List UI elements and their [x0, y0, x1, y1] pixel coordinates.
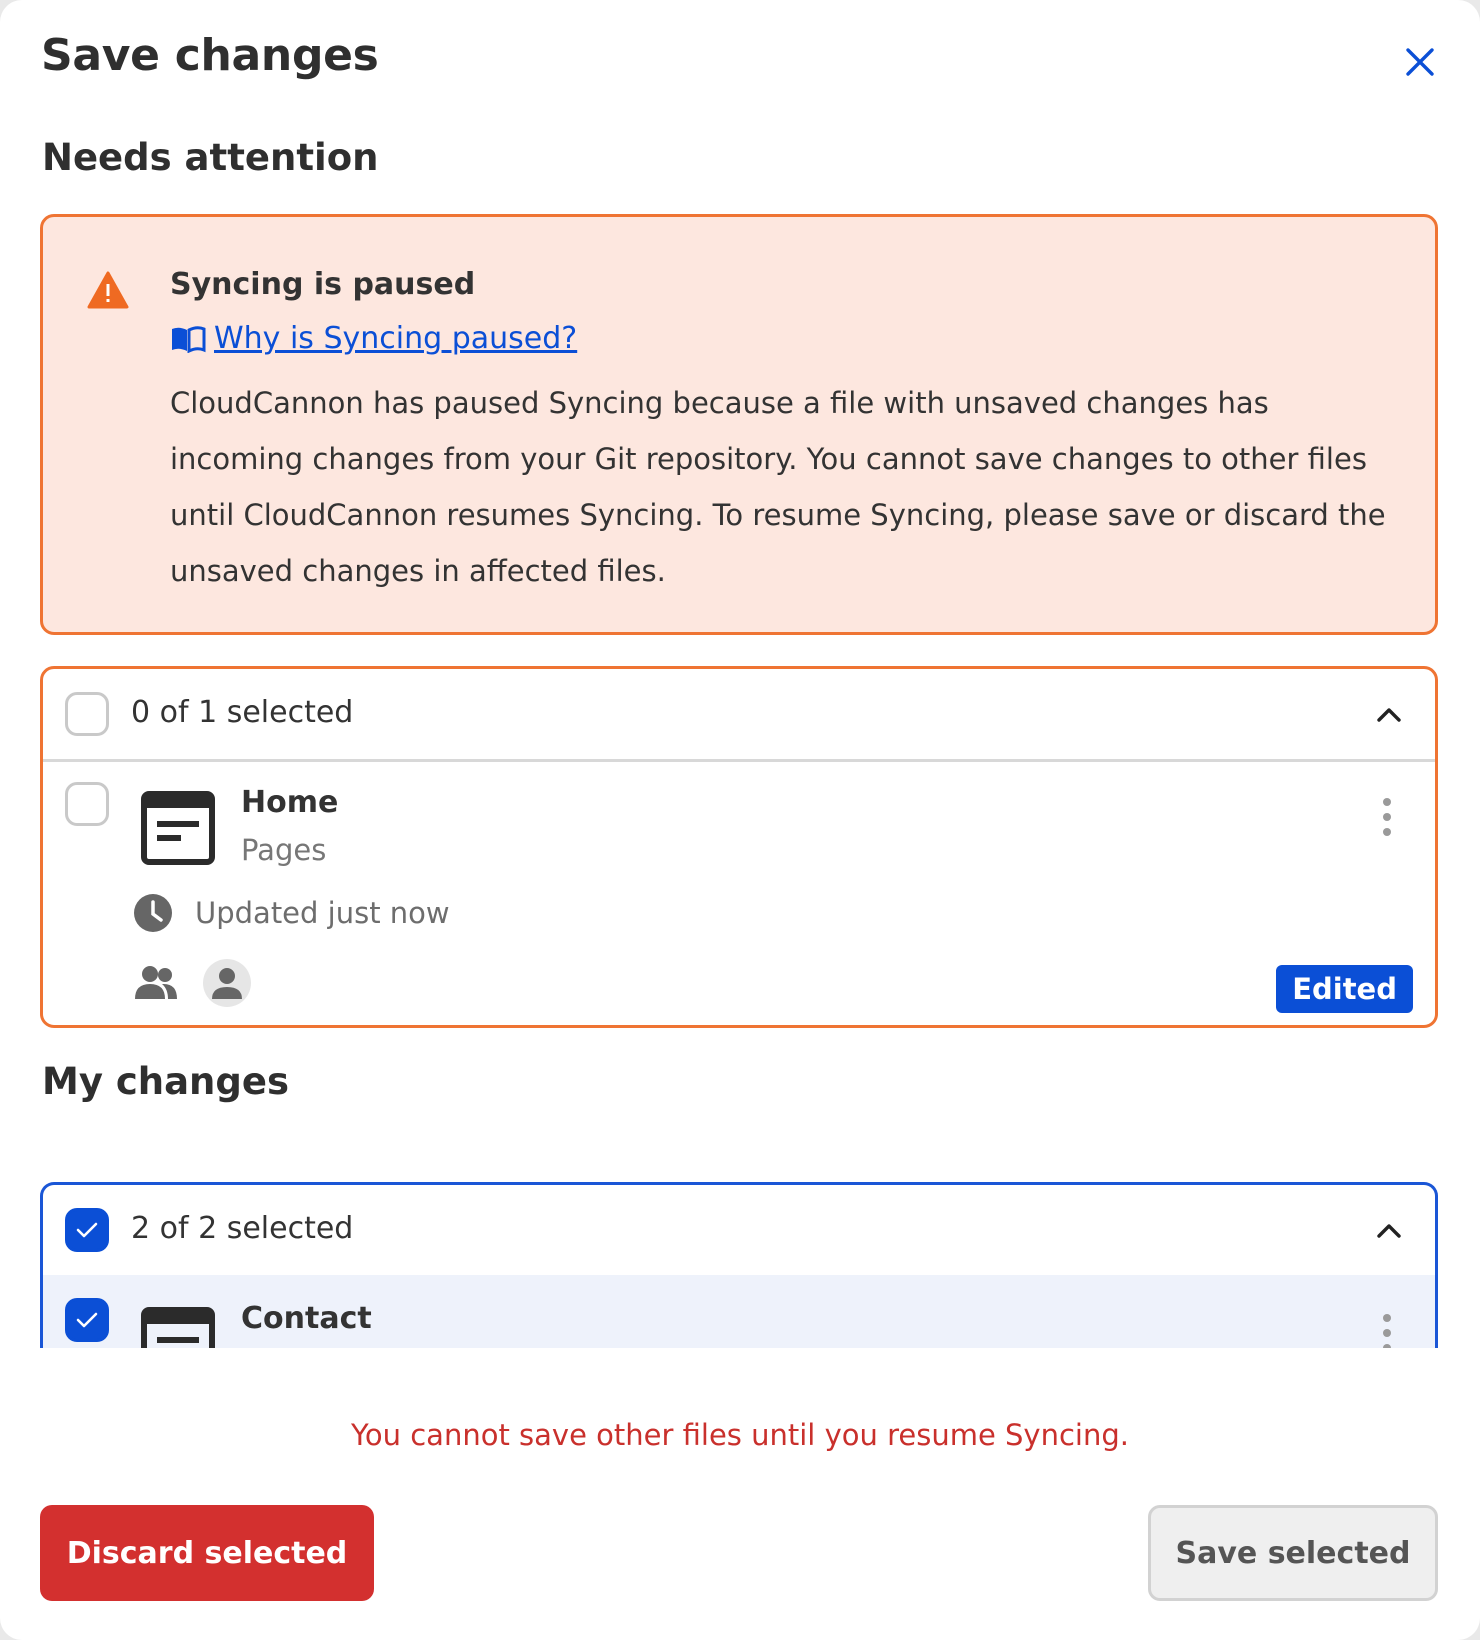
chevron-up-icon[interactable] [1371, 1213, 1407, 1249]
file-row-home[interactable] [43, 759, 1435, 1029]
updated-text: Updated just now [195, 896, 450, 930]
needs-attention-file-group [40, 666, 1438, 1028]
syncing-paused-alert [40, 214, 1438, 635]
check-icon [76, 1312, 98, 1328]
book-icon [170, 325, 206, 353]
file-checkbox[interactable] [65, 782, 109, 826]
file-checkbox[interactable] [65, 1298, 109, 1342]
select-all-checkbox[interactable] [65, 1208, 109, 1252]
chevron-up-icon[interactable] [1371, 697, 1407, 733]
file-icon [141, 791, 215, 865]
selection-count: 0 of 1 selected [131, 695, 354, 730]
warning-icon [87, 271, 129, 309]
needs-attention-heading: Needs attention [42, 136, 379, 179]
file-collection: Pages [241, 833, 327, 867]
kebab-icon[interactable] [1379, 1313, 1395, 1348]
avatar [203, 959, 251, 1007]
edited-badge: Edited [1276, 965, 1413, 1013]
file-icon [141, 1307, 215, 1348]
file-name: Contact [241, 1301, 372, 1336]
check-icon [76, 1222, 98, 1238]
why-syncing-paused-link-text[interactable]: Why is Syncing paused? [214, 321, 578, 356]
clock-icon [133, 893, 173, 933]
file-name: Home [241, 785, 339, 820]
updated-info [133, 893, 450, 933]
alert-title: Syncing is paused [170, 267, 476, 302]
collaborators [133, 959, 251, 1007]
sync-error-message: You cannot save other files until you resume Syncing. [351, 1418, 1129, 1452]
changes-scroll-area[interactable] [0, 120, 1480, 1348]
save-selected-button[interactable]: Save selected [1148, 1505, 1438, 1601]
why-syncing-paused-link[interactable] [170, 321, 577, 356]
select-all-checkbox[interactable] [65, 692, 109, 736]
file-row-contact[interactable] [43, 1275, 1435, 1348]
group-header [43, 1185, 1435, 1278]
close-icon [1405, 47, 1435, 77]
alert-body: CloudCannon has paused Syncing because a file with unsaved changes has incoming changes from your Git repository. You cannot save changes to other files until CloudCannon resumes Syncing. To resume Syncing, please save or discard the unsaved changes in affected files. [170, 386, 1386, 588]
kebab-icon[interactable] [1379, 797, 1395, 837]
selection-count: 2 of 2 selected [131, 1211, 354, 1246]
my-changes-file-group [40, 1182, 1438, 1348]
user-icon [211, 966, 243, 1000]
discard-selected-button[interactable]: Discard selected [40, 1505, 374, 1601]
my-changes-heading: My changes [42, 1060, 290, 1103]
group-header [43, 669, 1435, 762]
close-button[interactable] [1398, 40, 1442, 84]
users-icon [133, 965, 179, 1001]
dialog-title: Save changes [41, 30, 379, 81]
